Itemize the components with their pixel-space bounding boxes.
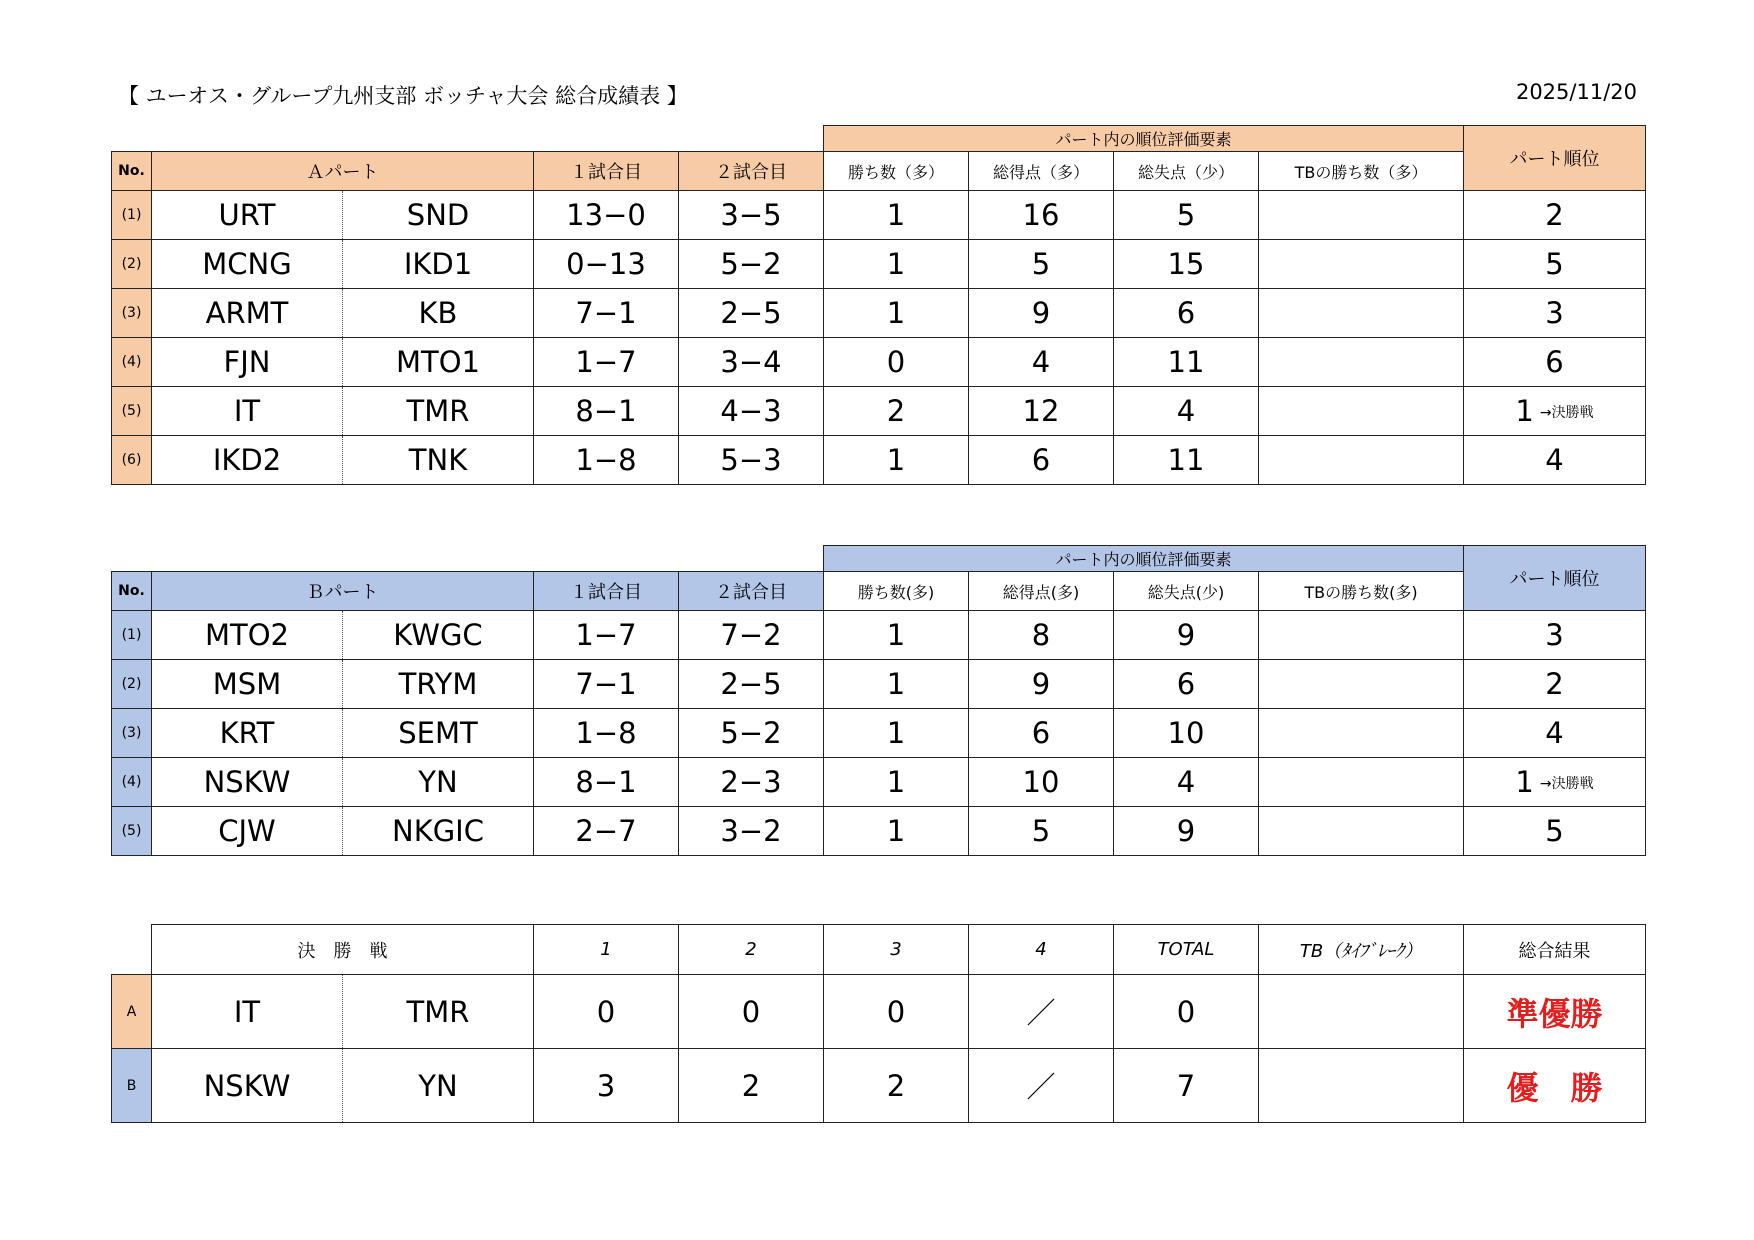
row-number: (2) [112, 240, 152, 289]
total-lost-header: 総失点(少) [1114, 572, 1259, 611]
tb-wins-cell [1259, 191, 1464, 240]
rank-value: 1 [1515, 394, 1534, 428]
team2-cell: KB [343, 289, 534, 338]
end2-score: 0 [679, 975, 824, 1049]
tiebreak-header: TB（ﾀｲﾌﾞﾚｰｸ） [1259, 925, 1464, 975]
rank-cell [1464, 338, 1646, 387]
rank-value: 4 [1545, 443, 1564, 477]
row-number: (1) [112, 191, 152, 240]
game2-score: 7−2 [679, 611, 824, 660]
team1-cell: MSM [152, 660, 343, 709]
rank-cell [1464, 240, 1646, 289]
rank-value: 4 [1545, 716, 1564, 750]
overall-result: 準優勝 [1464, 975, 1646, 1049]
end1-header: 1 [534, 925, 679, 975]
end3-score: 0 [824, 975, 969, 1049]
rank-cell [1464, 191, 1646, 240]
wins-cell: 0 [824, 338, 969, 387]
table-row [112, 387, 1646, 436]
rank-cell [1464, 387, 1646, 436]
team2-cell: TMR [343, 387, 534, 436]
total-points-header: 総得点(多) [969, 572, 1114, 611]
team1-cell: FJN [152, 338, 343, 387]
team2-cell: SEMT [343, 709, 534, 758]
end3-header: 3 [824, 925, 969, 975]
rank-value: 3 [1545, 618, 1564, 652]
wins-header: 勝ち数(多) [824, 572, 969, 611]
sheet-title: 【 ユーオス・グループ九州支部 ボッチャ大会 総合成績表 】 [118, 84, 688, 108]
team2-cell: SND [343, 191, 534, 240]
team2-cell: IKD1 [343, 240, 534, 289]
final-title: 決 勝 戦 [152, 925, 534, 975]
team1-cell: NSKW [152, 758, 343, 807]
game1-score: 8−1 [534, 758, 679, 807]
wins-cell: 1 [824, 807, 969, 856]
game1-score: 8−1 [534, 387, 679, 436]
row-number: (6) [112, 436, 152, 485]
team1-cell: CJW [152, 807, 343, 856]
tiebreak-score [1259, 975, 1464, 1049]
tb-wins-cell [1259, 709, 1464, 758]
table-row [112, 709, 1646, 758]
rank-cell [1464, 758, 1646, 807]
overall-result: 優 勝 [1464, 1049, 1646, 1123]
rank-value: 2 [1545, 667, 1564, 701]
game2-score: 2−5 [679, 660, 824, 709]
team2-cell: TNK [343, 436, 534, 485]
total-points-cell: 6 [969, 709, 1114, 758]
rank-cell [1464, 611, 1646, 660]
part-b-table [111, 545, 1646, 856]
table-row [112, 240, 1646, 289]
team1-cell: KRT [152, 709, 343, 758]
row-number: (4) [112, 338, 152, 387]
rank-header: パート順位 [1464, 126, 1646, 191]
table-row [112, 191, 1646, 240]
rank-cell [1464, 289, 1646, 338]
game2-score: 2−5 [679, 289, 824, 338]
team2-cell: YN [343, 758, 534, 807]
team1-cell: IT [152, 387, 343, 436]
total-points-cell: 9 [969, 660, 1114, 709]
team1-cell: MCNG [152, 240, 343, 289]
total-lost-cell: 10 [1114, 709, 1259, 758]
total-lost-cell: 11 [1114, 436, 1259, 485]
table-row [112, 338, 1646, 387]
total-points-cell: 4 [969, 338, 1114, 387]
total-points-cell: 9 [969, 289, 1114, 338]
game1-score: 1−8 [534, 436, 679, 485]
team2-cell: TMR [343, 975, 534, 1049]
rank-cell [1464, 660, 1646, 709]
total-points-cell: 12 [969, 387, 1114, 436]
rank-cell [1464, 709, 1646, 758]
total-lost-cell: 11 [1114, 338, 1259, 387]
wins-cell: 1 [824, 289, 969, 338]
wins-cell: 1 [824, 611, 969, 660]
row-number: (3) [112, 709, 152, 758]
rank-value: 6 [1545, 345, 1564, 379]
total-lost-cell: 4 [1114, 758, 1259, 807]
total-lost-cell: 6 [1114, 660, 1259, 709]
game1-score: 7−1 [534, 660, 679, 709]
wins-cell: 1 [824, 436, 969, 485]
rank-value: 5 [1545, 814, 1564, 848]
end3-score: 2 [824, 1049, 969, 1123]
wins-cell: 1 [824, 758, 969, 807]
total-lost-cell: 4 [1114, 387, 1259, 436]
team1-cell: IKD2 [152, 436, 343, 485]
game1-score: 2−7 [534, 807, 679, 856]
total-points-header: 総得点（多） [969, 152, 1114, 191]
rank-value: 2 [1545, 198, 1564, 232]
table-row [112, 807, 1646, 856]
rank-cell [1464, 807, 1646, 856]
tb-wins-cell [1259, 387, 1464, 436]
game1-score: 13−0 [534, 191, 679, 240]
no-header: No. [112, 152, 152, 191]
end2-header: 2 [679, 925, 824, 975]
total-score: 0 [1114, 975, 1259, 1049]
game1-score: 7−1 [534, 289, 679, 338]
end1-score: 0 [534, 975, 679, 1049]
game2-score: 3−5 [679, 191, 824, 240]
no-header: No. [112, 572, 152, 611]
total-lost-cell: 6 [1114, 289, 1259, 338]
game1-score: 0−13 [534, 240, 679, 289]
total-lost-cell: 15 [1114, 240, 1259, 289]
row-number: (5) [112, 807, 152, 856]
row-number: (3) [112, 289, 152, 338]
final-qualifier-note: →決勝戦 [1539, 776, 1594, 792]
team1-cell: ARMT [152, 289, 343, 338]
total-points-cell: 10 [969, 758, 1114, 807]
total-score: 7 [1114, 1049, 1259, 1123]
game2-score: 2−3 [679, 758, 824, 807]
table-row [112, 611, 1646, 660]
wins-cell: 1 [824, 709, 969, 758]
tb-wins-cell [1259, 758, 1464, 807]
total-points-cell: 5 [969, 240, 1114, 289]
game2-score: 5−2 [679, 709, 824, 758]
table-row [112, 660, 1646, 709]
game1-header: １試合目 [534, 572, 679, 611]
end4-header: 4 [969, 925, 1114, 975]
part-name-header: Ａパート [152, 152, 534, 191]
game2-header: ２試合目 [679, 572, 824, 611]
total-points-cell: 6 [969, 436, 1114, 485]
final-part-label: A [112, 975, 152, 1049]
team1-cell: IT [152, 975, 343, 1049]
tb-wins-cell [1259, 289, 1464, 338]
wins-cell: 1 [824, 660, 969, 709]
game2-score: 3−4 [679, 338, 824, 387]
wins-cell: 1 [824, 240, 969, 289]
end4-score: ／ [969, 1049, 1114, 1123]
total-lost-cell: 5 [1114, 191, 1259, 240]
rank-value: 5 [1545, 247, 1564, 281]
eval-header: パート内の順位評価要素 [824, 126, 1464, 152]
game1-score: 1−8 [534, 709, 679, 758]
sheet-date: 2025/11/20 [1515, 80, 1637, 104]
row-number: (1) [112, 611, 152, 660]
tb-wins-cell [1259, 240, 1464, 289]
game1-score: 1−7 [534, 338, 679, 387]
total-lost-header: 総失点（少） [1114, 152, 1259, 191]
game2-score: 3−2 [679, 807, 824, 856]
game1-header: １試合目 [534, 152, 679, 191]
final-qualifier-note: →決勝戦 [1539, 405, 1594, 421]
total-lost-cell: 9 [1114, 611, 1259, 660]
team2-cell: YN [343, 1049, 534, 1123]
tb-wins-cell [1259, 660, 1464, 709]
final-table [111, 924, 1646, 1123]
eval-header: パート内の順位評価要素 [824, 546, 1464, 572]
game2-header: ２試合目 [679, 152, 824, 191]
table-row [112, 436, 1646, 485]
wins-cell: 2 [824, 387, 969, 436]
game2-score: 4−3 [679, 387, 824, 436]
team2-cell: KWGC [343, 611, 534, 660]
tiebreak-score [1259, 1049, 1464, 1123]
team1-cell: URT [152, 191, 343, 240]
tb-wins-header: TBの勝ち数（多） [1259, 152, 1464, 191]
wins-header: 勝ち数（多） [824, 152, 969, 191]
end1-score: 3 [534, 1049, 679, 1123]
team2-cell: MTO1 [343, 338, 534, 387]
team2-cell: NKGIC [343, 807, 534, 856]
total-header: TOTAL [1114, 925, 1259, 975]
total-points-cell: 8 [969, 611, 1114, 660]
final-row [112, 1049, 1646, 1123]
rank-value: 3 [1545, 296, 1564, 330]
wins-cell: 1 [824, 191, 969, 240]
total-points-cell: 16 [969, 191, 1114, 240]
part-a-table [111, 125, 1646, 485]
row-number: (4) [112, 758, 152, 807]
team1-cell: MTO2 [152, 611, 343, 660]
tb-wins-cell [1259, 436, 1464, 485]
row-number: (2) [112, 660, 152, 709]
end2-score: 2 [679, 1049, 824, 1123]
tb-wins-header: TBの勝ち数(多) [1259, 572, 1464, 611]
total-points-cell: 5 [969, 807, 1114, 856]
table-row [112, 289, 1646, 338]
team1-cell: NSKW [152, 1049, 343, 1123]
tb-wins-cell [1259, 338, 1464, 387]
end4-score: ／ [969, 975, 1114, 1049]
game1-score: 1−7 [534, 611, 679, 660]
rank-header: パート順位 [1464, 546, 1646, 611]
rank-value: 1 [1515, 765, 1534, 799]
team2-cell: TRYM [343, 660, 534, 709]
row-number: (5) [112, 387, 152, 436]
final-part-label: B [112, 1049, 152, 1123]
table-row [112, 758, 1646, 807]
final-row [112, 975, 1646, 1049]
game2-score: 5−3 [679, 436, 824, 485]
game2-score: 5−2 [679, 240, 824, 289]
part-name-header: Ｂパート [152, 572, 534, 611]
tb-wins-cell [1259, 807, 1464, 856]
rank-cell [1464, 436, 1646, 485]
tb-wins-cell [1259, 611, 1464, 660]
total-lost-cell: 9 [1114, 807, 1259, 856]
overall-result-header: 総合結果 [1464, 925, 1646, 975]
